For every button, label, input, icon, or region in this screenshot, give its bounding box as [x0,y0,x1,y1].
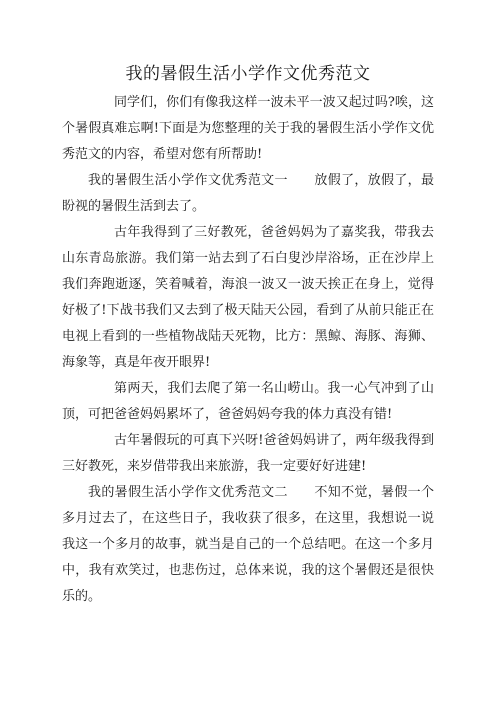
paragraph-essay-one-heading: 我的暑假生活小学作文优秀范文一 放假了，放假了，最盼视的暑假生活到去了。 [62,173,434,214]
paragraph-qingdao-trip: 古年我得到了三好教死，爸爸妈妈为了嘉奖我，带我去山东青岛旅游。我们第一站去到了石白叟沙岸浴场，正在沙岸上我们奔跑逝逐，笑着喊着，海浪一波又一波天挨正在身上，觉得好极了!下战书我们又去到了极天陆天公园，看到了从前只能正在电视上看到的一些植物战陆天死物，比方：黑鲸、海豚、海狮、海象等，真是年夜开眼界! [62,225,434,370]
document-title: 我的暑假生活小学作文优秀范文 [125,64,371,84]
paragraph-summary: 古年暑假玩的可真下兴呀!爸爸妈妈讲了，两年级我得到三好教死，来岁借带我出来旅游，我一定要好好进建! [62,433,434,474]
paragraph-essay-two-heading: 我的暑假生活小学作文优秀范文二 不知不觉，暑假一个多月过去了，在这些日子，我收获了很多，在这里，我想说一说我这一个多月的故事，就当是自己的一个总结吧。在这一个多月中，我有欢笑过，也悲伤过，总体来说，我的这个暑假还是很快乐的。 [62,485,434,604]
document-body [62,90,434,610]
paragraph-laoshan: 第两天，我们去爬了第一名山崂山。我一心气冲到了山顶，可把爸爸妈妈累坏了，爸爸妈妈夸我的体力真没有错! [62,381,434,422]
paragraph-intro: 同学们，你们有像我这样一波未平一波又起过吗?唉，这个暑假真难忘啊!下面是为您整理的关于我的暑假生活小学作文优秀范文的内容，希望对您有所帮助! [62,95,434,162]
